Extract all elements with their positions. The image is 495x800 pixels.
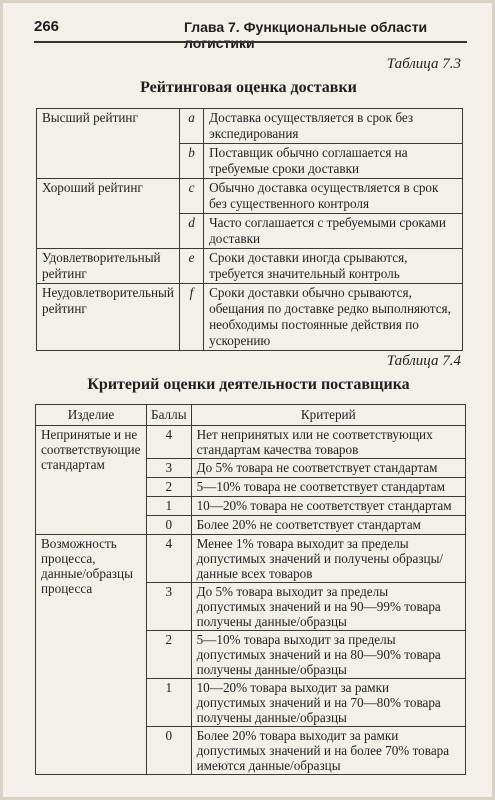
table-row: [37, 179, 463, 214]
header-rule: [34, 41, 467, 43]
score-cell: 0: [147, 516, 192, 535]
rating-cell: Высший рейтинг: [37, 109, 180, 179]
table-row: [36, 535, 466, 583]
criterion-cell: Более 20% товара выходит за рамки допустимых значений и на более 70% товара имеются данные/образцы: [191, 727, 465, 775]
note-cell: Доставка осуществляется в срок без экспедирования: [204, 109, 463, 144]
column-header-product: Изделие: [36, 405, 147, 426]
criterion-cell: 10—20% товара не соответствует стандартам: [191, 497, 465, 516]
table-7-3-label: Таблица 7.3: [386, 56, 461, 72]
chapter-title: Глава 7. Функциональные области логистики: [184, 19, 428, 51]
letter-cell: a: [179, 109, 203, 144]
note-cell: Сроки доставки иногда срываются, требуется значительный контроль: [204, 249, 463, 284]
score-cell: 1: [147, 679, 192, 727]
criterion-cell: 10—20% товара выходит за рамки допустимых значений и на 70—80% товара получены данные/образцы: [191, 679, 465, 727]
table-row: [37, 249, 463, 284]
score-cell: 3: [147, 583, 192, 631]
table-7-3-title: Рейтинговая оценка доставки: [140, 79, 357, 96]
product-cell: Непринятые и не соответствующие стандартам: [36, 426, 147, 535]
rating-cell: Неудовлетворительный рейтинг: [37, 284, 180, 351]
letter-cell: b: [179, 144, 203, 179]
table-7-4-label: Таблица 7.4: [386, 353, 461, 369]
letter-cell: d: [179, 214, 203, 249]
product-cell: Возможность процесса, данные/образцы процесса: [36, 535, 147, 775]
note-cell: Часто соглашается с требуемыми сроками доставки: [204, 214, 463, 249]
criterion-cell: До 5% товара не соответствует стандартам: [191, 459, 465, 478]
page-header: [34, 18, 465, 51]
rating-cell: Хороший рейтинг: [37, 179, 180, 249]
note-cell: Обычно доставка осуществляется в срок без существенного контроля: [204, 179, 463, 214]
score-cell: 2: [147, 631, 192, 679]
criterion-cell: 5—10% товара не соответствует стандартам: [191, 478, 465, 497]
criterion-cell: 5—10% товара выходит за пределы допустимых значений и на 80—90% товара получены данные/образцы: [191, 631, 465, 679]
note-cell: Поставщик обычно соглашается на требуемые сроки доставки: [204, 144, 463, 179]
score-cell: 4: [147, 426, 192, 459]
score-cell: 1: [147, 497, 192, 516]
score-cell: 4: [147, 535, 192, 583]
column-header-criterion: Критерий: [191, 405, 465, 426]
column-header-score: Баллы: [147, 405, 192, 426]
table-header-row: [36, 405, 466, 426]
letter-cell: f: [179, 284, 203, 351]
table-row: [36, 426, 466, 459]
letter-cell: c: [179, 179, 203, 214]
page-number: 266: [34, 18, 60, 35]
table-row: [37, 284, 463, 351]
table-7-4-title: Критерий оценки деятельности поставщика: [87, 376, 410, 393]
criterion-cell: Нет непринятых или не соответствующих стандартам качества товаров: [191, 426, 465, 459]
criterion-cell: Более 20% не соответствует стандартам: [191, 516, 465, 535]
rating-cell: Удовлетворительный рейтинг: [37, 249, 180, 284]
criterion-cell: До 5% товара выходит за пределы допустимых значений и на 90—99% товара получены данные/образцы: [191, 583, 465, 631]
table-row: [37, 109, 463, 144]
delivery-rating-table: [36, 108, 463, 351]
criterion-cell: Менее 1% товара выходит за пределы допустимых значений и получены образцы/данные всех товаров: [191, 535, 465, 583]
score-cell: 0: [147, 727, 192, 775]
score-cell: 3: [147, 459, 192, 478]
supplier-criteria-table: [35, 404, 466, 775]
score-cell: 2: [147, 478, 192, 497]
letter-cell: e: [179, 249, 203, 284]
note-cell: Сроки доставки обычно срываются, обещания по доставке редко выполняются, необходимы постоянные действия по ускорению: [204, 284, 463, 351]
